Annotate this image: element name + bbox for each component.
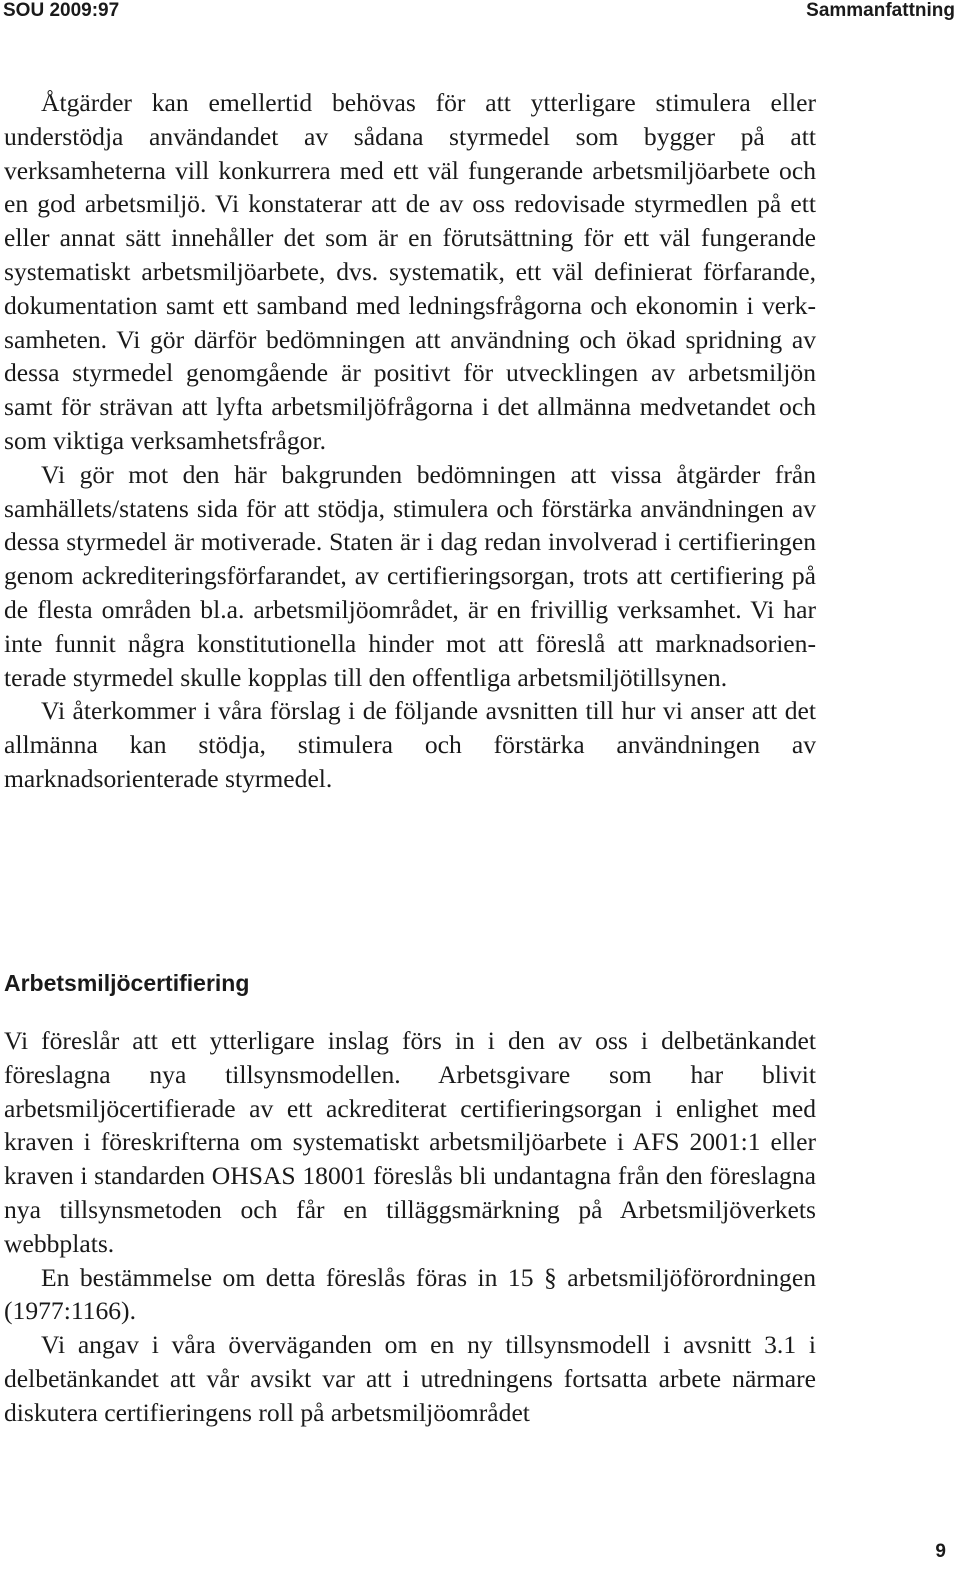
document-reference: SOU 2009:97 xyxy=(3,0,120,21)
paragraph: Vi föreslår att ett ytterligare inslag förs in i den av oss i delbetänkandet föreslagna nya tillsynsmodellen. Arbetsgivare som har blivit arbetsmiljöcertifierade av ett ackrediterat certifieringsorgan i enlighet med kraven i föreskrifterna om systematiskt arbetsmiljöarbete i AFS 2001:1 eller kraven i standarden OHSAS 18001 föreslås bli undantagna från den föreslagna nya tillsynsmetoden och får en tilläggsmärkning på Arbetsmiljöverkets webbplats. xyxy=(4,1026,816,1258)
chapter-title: Sammanfattning xyxy=(806,0,955,21)
running-header xyxy=(0,0,960,28)
paragraph: Vi angav i våra överväganden om en ny tillsynsmodell i avsnitt 3.1 i delbetänkandet att vår avsikt var att i utredningens fortsatta arbete närmare diskutera certifieringens roll på arbetsmiljöområdet xyxy=(4,1330,816,1427)
body-section-2 xyxy=(4,1024,816,1430)
section-heading: Arbetsmiljöcertifiering xyxy=(4,970,250,996)
page-number: 9 xyxy=(935,1541,946,1562)
paragraph: Vi återkommer i våra förslag i de följande avsnitten till hur vi anser att det allmänna kan stödja, stimulera och förstärka användningen av marknadsorienterade styrmedel. xyxy=(4,696,816,793)
body-section-1 xyxy=(4,86,816,796)
paragraph: Vi gör mot den här bakgrunden bedömningen att vissa åtgärder från samhällets/statens sida för att stödja, stimulera och förstärka användningen av dessa styrmedel är motiverade. Staten är i dag redan involverad i certifieringen genom ackrediteringsförfarandet, av certifieringsorgan, trots att certifiering på de flesta områden bl.a. arbetsmiljöområdet, är en frivillig verksamhet. Vi har inte funnit några konstitutionella hinder mot att föreslå att marknadsorienterade styrmedel skulle kopplas till den offentliga arbetsmiljötillsynen. xyxy=(4,459,816,692)
paragraph: En bestämmelse om detta föreslås föras in 15 § arbetsmiljöförordningen (1977:1166). xyxy=(4,1262,816,1326)
paragraph: Åtgärder kan emellertid behövas för att ytterligare stimulera eller understödja användandet av sådana styrmedel som bygger på att verksamheterna vill konkurrera med ett väl fungerande arbetsmiljöarbete och en god arbetsmiljö. Vi konstaterar att de av oss redovisade styrmedlen på ett eller annat sätt innehåller det som är en förutsättning för ett väl fungerande systematiskt arbetsmiljöarbete, dvs. systematik, ett väl definierat förfarande, dokumentation samt ett samband med ledningsfrågorna och ekonomin i verksamheten. Vi gör därför bedömningen att användning och ökad spridning av dessa styrmedel genomgående är positivt för utvecklingen av arbetsmiljön samt för strävan att lyfta arbetsmiljöfrågorna i det allmänna medvetandet och som viktiga verksamhetsfrågor. xyxy=(4,88,816,455)
